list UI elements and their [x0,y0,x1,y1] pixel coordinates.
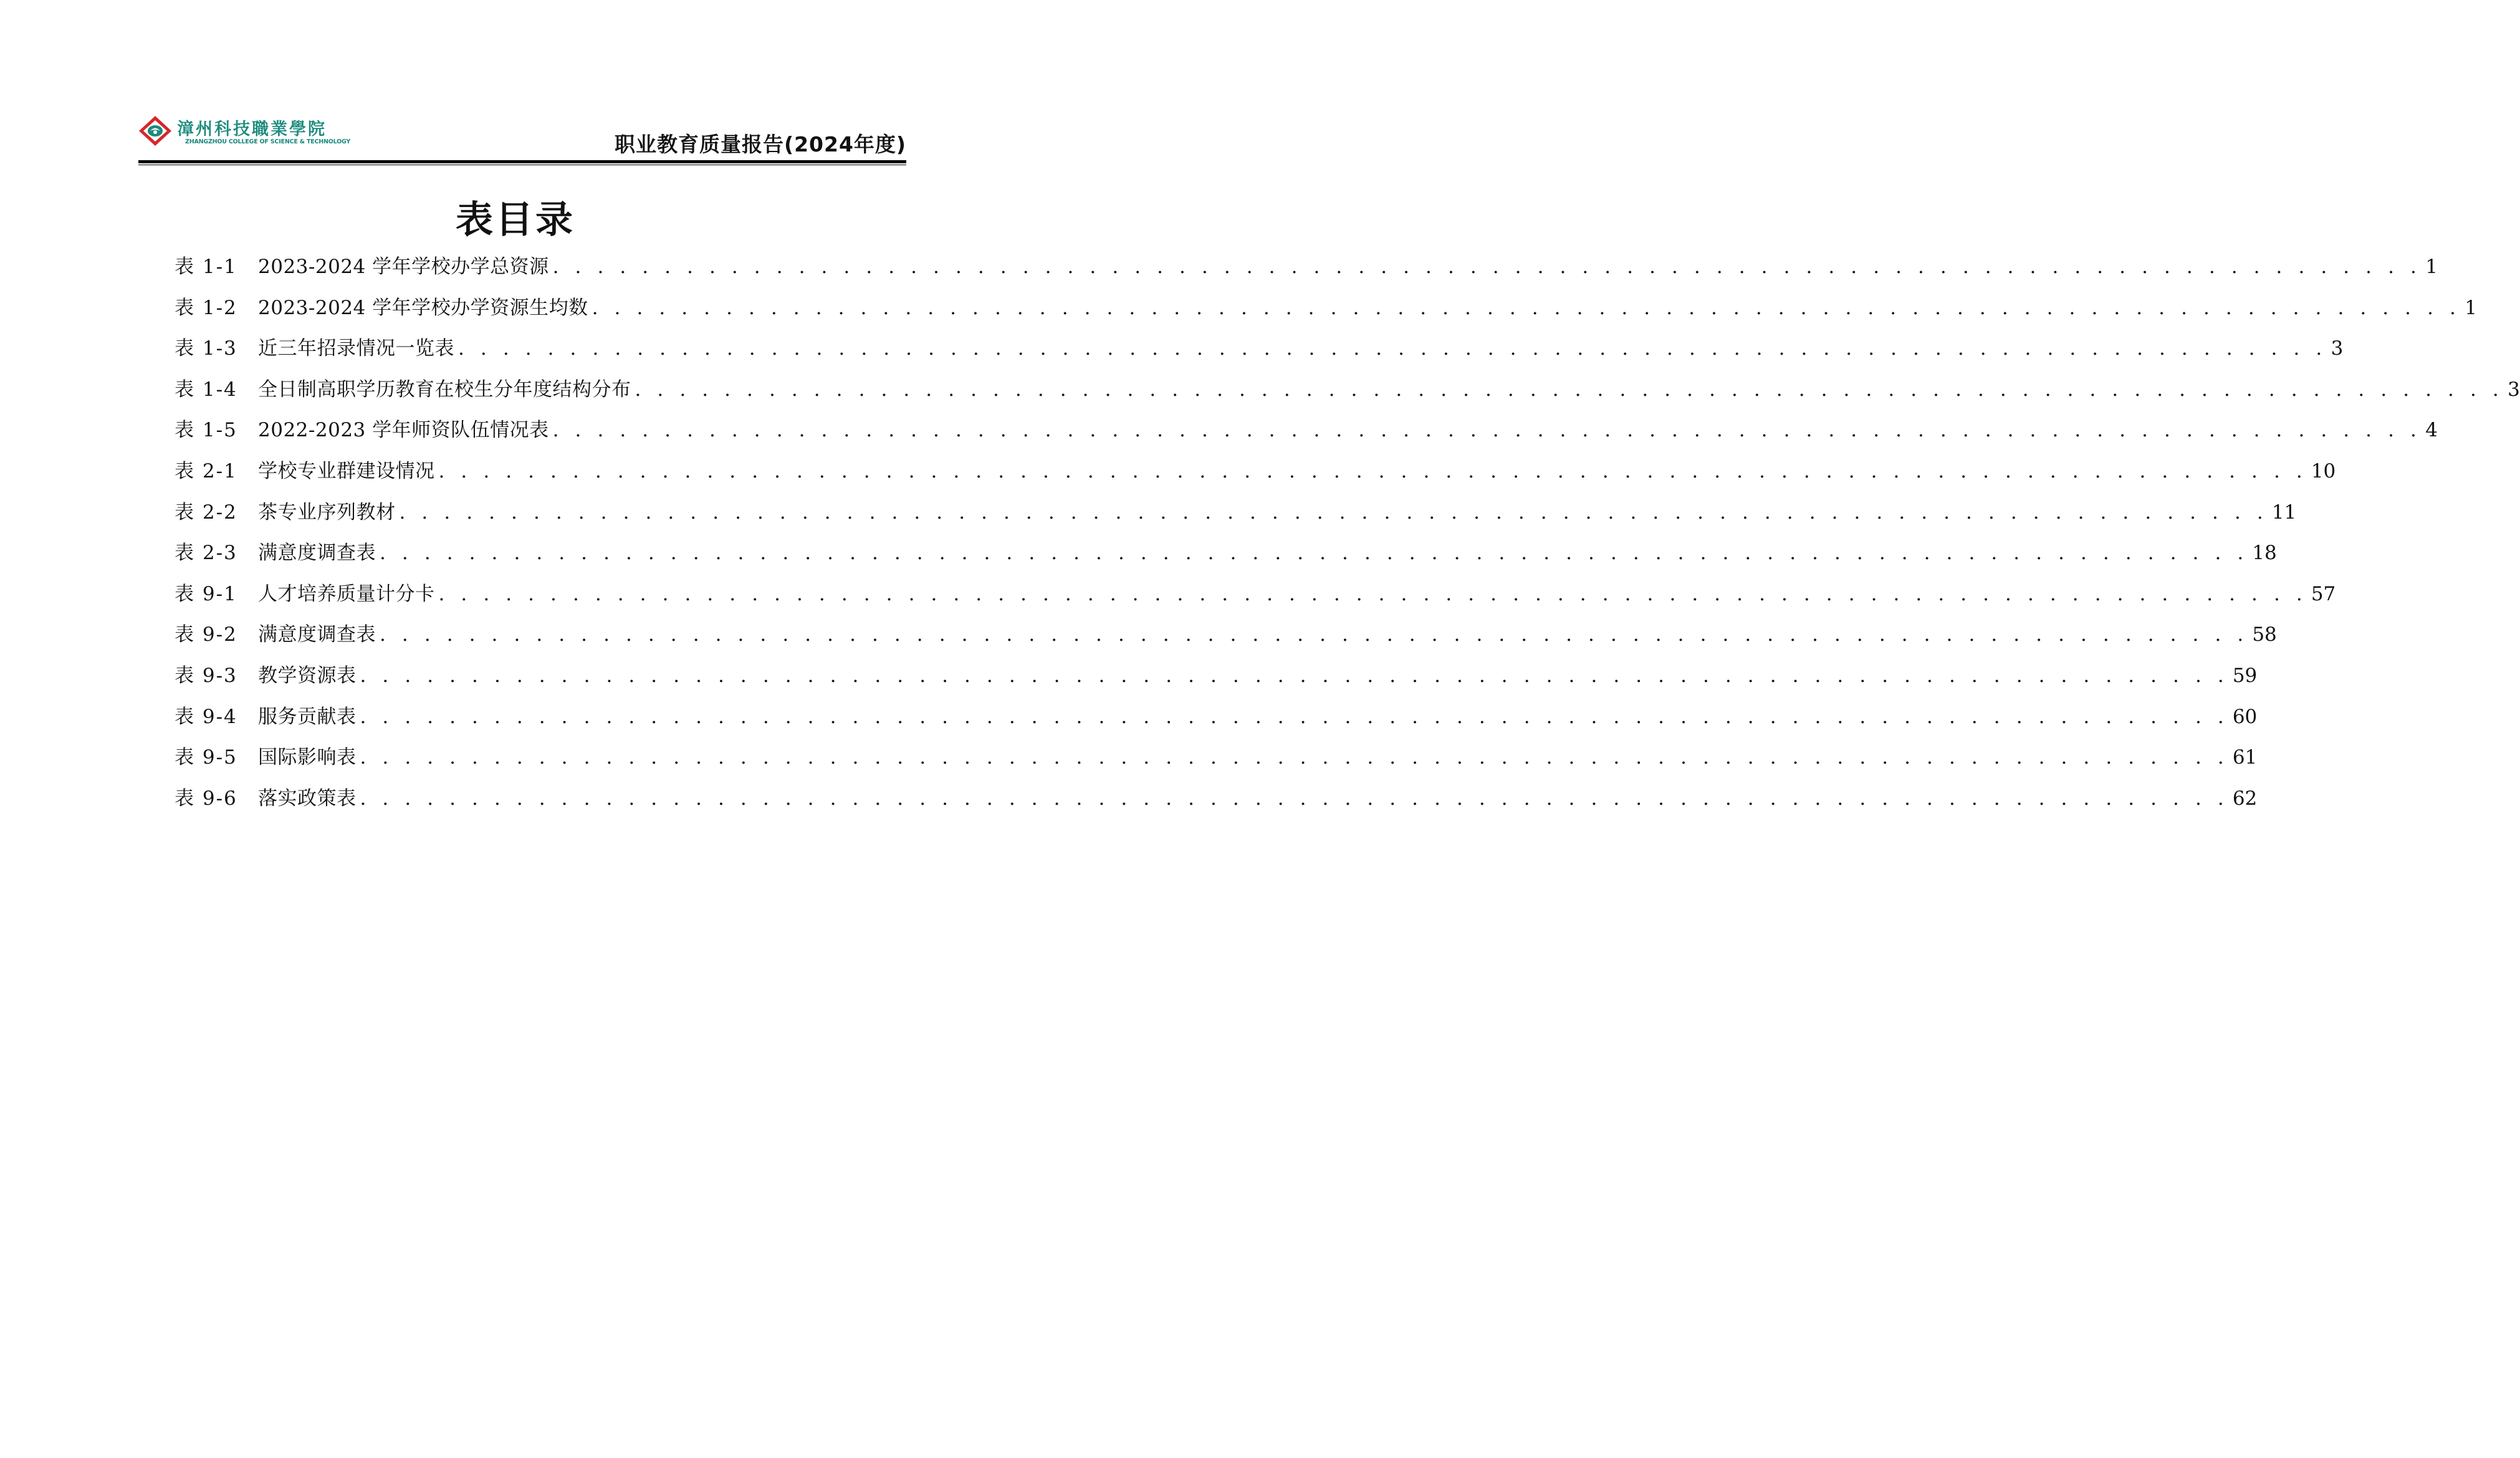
school-logo [138,115,350,146]
toc-entry-title: 2022-2023 学年师资队伍情况表 [258,419,549,442]
toc-entry-page-number: 61 [2232,746,2258,769]
toc-dot-leader: . . . . . . . . . . . . . . . . . . . . . . . . . . . . . . . . . . . . . . . . . . . . . . . . . . . . . . . . . . . . . . . . . . . . . . . . . . . . . . . . . . . . [635,378,2504,401]
toc-dot-leader: . . . . . . . . . . . . . . . . . . . . . . . . . . . . . . . . . . . . . . . . . . . . . . . . . . . . . . . . . . . . . . . . . . . . . . . . . . . . . . . . . . . . [438,582,2307,605]
toc-entry-label: 表 9-1 [175,582,237,605]
toc-dot-leader: . . . . . . . . . . . . . . . . . . . . . . . . . . . . . . . . . . . . . . . . . . . . . . . . . . . . . . . . . . . . . . . . . . . . . . . . . . . . . . . . . . . . [360,705,2229,728]
toc-entry-label: 表 1-2 [175,296,237,319]
toc-entry-title: 满意度调查表 [258,542,376,565]
toc-entry-page-number: 1 [2425,256,2438,278]
toc-entry-page-number: 59 [2232,664,2258,687]
toc-entry[interactable] [175,656,2258,697]
toc-entry-page-number: 57 [2311,582,2336,605]
toc-entry[interactable] [175,492,2297,534]
toc-entry-title: 国际影响表 [258,746,357,769]
toc-entry-title: 2023-2024 学年学校办学资源生均数 [258,296,588,319]
toc-entry-label: 表 1-1 [175,256,237,278]
toc-entry-title: 近三年招录情况一览表 [258,337,454,360]
header-divider [138,160,906,163]
toc-dot-leader: . . . . . . . . . . . . . . . . . . . . . . . . . . . . . . . . . . . . . . . . . . . . . . . . . . . . . . . . . . . . . . . . . . . . . . . . . . . . . . . . . . . . [360,664,2229,687]
toc-entry-label: 表 9-4 [175,705,237,728]
toc-dot-leader: . . . . . . . . . . . . . . . . . . . . . . . . . . . . . . . . . . . . . . . . . . . . . . . . . . . . . . . . . . . . . . . . . . . . . . . . . . . . . . . . . . . . [399,501,2268,524]
report-title: 职业教育质量报告(2024年度) [614,132,906,156]
toc-entry[interactable] [175,329,2344,370]
toc-entry-label: 表 9-3 [175,664,237,687]
toc-entry-label: 表 2-3 [175,542,237,565]
toc-entry-title: 2023-2024 学年学校办学总资源 [258,256,549,278]
toc-entry-title: 人才培养质量计分卡 [258,582,435,605]
toc-entry[interactable] [175,779,2258,820]
toc-entry-label: 表 9-5 [175,746,237,769]
toc-entry[interactable] [175,410,2438,451]
toc-entry-page-number: 62 [2232,787,2258,810]
page-title: 表目录 [456,198,575,242]
toc-dot-leader: . . . . . . . . . . . . . . . . . . . . . . . . . . . . . . . . . . . . . . . . . . . . . . . . . . . . . . . . . . . . . . . . . . . . . . . . . . . . . . . . . . . . [552,256,2422,278]
toc-entry-page-number: 4 [2425,419,2438,442]
toc-dot-leader: . . . . . . . . . . . . . . . . . . . . . . . . . . . . . . . . . . . . . . . . . . . . . . . . . . . . . . . . . . . . . . . . . . . . . . . . . . . . . . . . . . . . [380,623,2249,646]
toc-dot-leader: . . . . . . . . . . . . . . . . . . . . . . . . . . . . . . . . . . . . . . . . . . . . . . . . . . . . . . . . . . . . . . . . . . . . . . . . . . . . . . . . . . . . [458,337,2327,360]
toc-entry-page-number: 3 [2508,378,2520,401]
toc-entry-title: 满意度调查表 [258,623,376,646]
toc-entry[interactable] [175,533,2277,574]
toc-entry-page-number: 60 [2232,705,2258,728]
toc-entry-title: 落实政策表 [258,787,357,810]
toc-entry[interactable] [175,697,2258,738]
toc-entry-label: 表 9-2 [175,623,237,646]
toc-dot-leader: . . . . . . . . . . . . . . . . . . . . . . . . . . . . . . . . . . . . . . . . . . . . . . . . . . . . . . . . . . . . . . . . . . . . . . . . . . . . . . . . . . . . [360,746,2229,769]
toc-entry-title: 茶专业序列教材 [258,501,396,524]
toc-entry[interactable] [175,288,2477,329]
toc-entry-page-number: 11 [2271,501,2297,524]
toc-entry[interactable] [175,247,2438,288]
toc-entry-title: 服务贡献表 [258,705,357,728]
toc-entry-label: 表 2-2 [175,501,237,524]
toc-entry[interactable] [175,615,2277,656]
school-emblem-icon [138,115,172,146]
toc-entry-label: 表 9-6 [175,787,237,810]
page-header [138,112,906,162]
table-of-tables [175,247,2520,819]
toc-entry[interactable] [175,574,2336,615]
toc-entry-title: 学校专业群建设情况 [258,459,435,482]
toc-entry[interactable] [175,370,2520,411]
toc-entry-title: 教学资源表 [258,664,357,687]
toc-entry[interactable] [175,737,2258,779]
toc-entry-page-number: 1 [2465,296,2477,319]
toc-dot-leader: . . . . . . . . . . . . . . . . . . . . . . . . . . . . . . . . . . . . . . . . . . . . . . . . . . . . . . . . . . . . . . . . . . . . . . . . . . . . . . . . . . . . [592,296,2461,319]
school-name: 漳州科技職業學院 [177,120,327,139]
school-name-english: ZHANGZHOU COLLEGE OF SCIENCE & TECHNOLOGY [185,138,351,145]
toc-dot-leader: . . . . . . . . . . . . . . . . . . . . . . . . . . . . . . . . . . . . . . . . . . . . . . . . . . . . . . . . . . . . . . . . . . . . . . . . . . . . . . . . . . . . [360,787,2229,810]
toc-dot-leader: . . . . . . . . . . . . . . . . . . . . . . . . . . . . . . . . . . . . . . . . . . . . . . . . . . . . . . . . . . . . . . . . . . . . . . . . . . . . . . . . . . . . [552,419,2422,442]
toc-entry-page-number: 58 [2252,623,2277,646]
toc-dot-leader: . . . . . . . . . . . . . . . . . . . . . . . . . . . . . . . . . . . . . . . . . . . . . . . . . . . . . . . . . . . . . . . . . . . . . . . . . . . . . . . . . . . . [380,542,2249,565]
toc-entry-label: 表 1-3 [175,337,237,360]
toc-entry-page-number: 10 [2311,459,2336,482]
toc-dot-leader: . . . . . . . . . . . . . . . . . . . . . . . . . . . . . . . . . . . . . . . . . . . . . . . . . . . . . . . . . . . . . . . . . . . . . . . . . . . . . . . . . . . . [438,459,2307,482]
toc-entry-label: 表 1-5 [175,419,237,442]
toc-entry[interactable] [175,451,2336,492]
toc-entry-title: 全日制高职学历教育在校生分年度结构分布 [258,378,631,401]
toc-entry-label: 表 2-1 [175,459,237,482]
toc-entry-label: 表 1-4 [175,378,237,401]
toc-entry-page-number: 18 [2252,542,2277,565]
toc-entry-page-number: 3 [2331,337,2344,360]
